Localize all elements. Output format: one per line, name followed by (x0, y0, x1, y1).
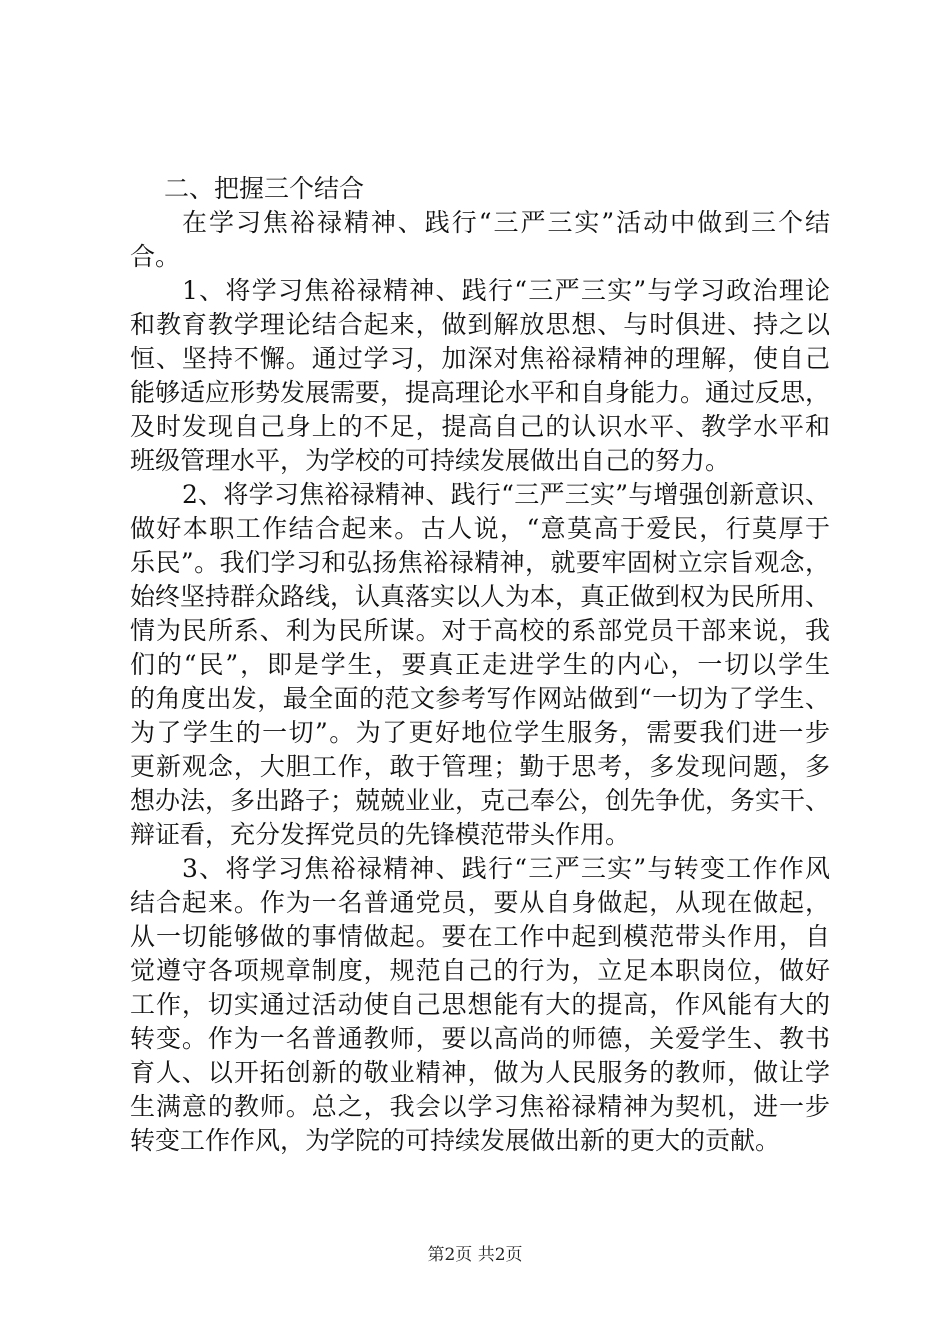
text-line: 2、将学习焦裕禄精神、践行“三严三实”与增强创新意识、 (182, 480, 830, 509)
document-body (130, 172, 830, 1158)
text-line: 从一切能够做的事情做起。要在工作中起到模范带头作用，自 (130, 922, 830, 951)
page-footer: 第2页 共2页 (427, 1245, 523, 1265)
text-line: 能够适应形势发展需要，提高理论水平和自身能力。通过反思， (130, 378, 831, 407)
text-line: 更新观念，大胆工作，敢于管理；勤于思考，多发现问题，多 (130, 752, 830, 781)
text-line: 做好本职工作结合起来。古人说，“意莫高于爱民，行莫厚于 (130, 514, 830, 543)
text-line: 为了学生的一切”。为了更好地位学生服务，需要我们进一步 (130, 718, 830, 747)
text-line: 在学习焦裕禄精神、践行“三严三实”活动中做到三个结 (182, 208, 830, 237)
text-line: 乐民”。我们学习和弘扬焦裕禄精神，就要牢固树立宗旨观念， (130, 548, 830, 577)
text-line: 工作，切实通过活动使自己思想能有大的提高，作风能有大的 (130, 990, 830, 1019)
text-line: 觉遵守各项规章制度，规范自己的行为，立足本职岗位，做好 (130, 956, 830, 985)
text-line: 转变。作为一名普通教师，要以高尚的师德，关爱学生、教书 (130, 1024, 830, 1053)
text-line: 始终坚持群众路线，认真落实以人为本，真正做到权为民所用、 (130, 582, 831, 611)
text-line: 育人、以开拓创新的敬业精神，做为人民服务的教师，做让学 (130, 1058, 830, 1087)
text-line: 3、将学习焦裕禄精神、践行“三严三实”与转变工作作风 (182, 854, 830, 883)
text-line: 合。 (130, 242, 181, 271)
text-line: 们的“民”，即是学生，要真正走进学生的内心，一切以学生 (130, 650, 830, 679)
text-line: 情为民所系、利为民所谋。对于高校的系部党员干部来说，我 (130, 616, 830, 645)
text-line: 转变工作作风，为学院的可持续发展做出新的更大的贡献。 (130, 1126, 781, 1155)
text-line: 结合起来。作为一名普通党员，要从自身做起，从现在做起， (130, 888, 830, 917)
text-line: 想办法，多出路子；兢兢业业，克己奉公，创先争优，务实干、 (130, 786, 831, 815)
text-line: 生满意的教师。总之，我会以学习焦裕禄精神为契机，进一步 (130, 1092, 830, 1121)
text-line: 和教育教学理论结合起来，做到解放思想、与时俱进、持之以 (130, 310, 830, 339)
text-line: 辩证看，充分发挥党员的先锋模范带头作用。 (130, 820, 631, 849)
text-line: 班级管理水平，为学校的可持续发展做出自己的努力。 (130, 446, 731, 475)
text-line: 恒、坚持不懈。通过学习，加深对焦裕禄精神的理解，使自己 (130, 344, 830, 373)
text-line: 1、将学习焦裕禄精神、践行“三严三实”与学习政治理论 (182, 276, 830, 305)
section-heading: 二、把握三个结合 (164, 174, 365, 203)
text-line: 的角度出发，最全面的范文参考写作网站做到“一切为了学生、 (130, 684, 830, 713)
text-line: 及时发现自己身上的不足，提高自己的认识水平、教学水平和 (130, 412, 830, 441)
